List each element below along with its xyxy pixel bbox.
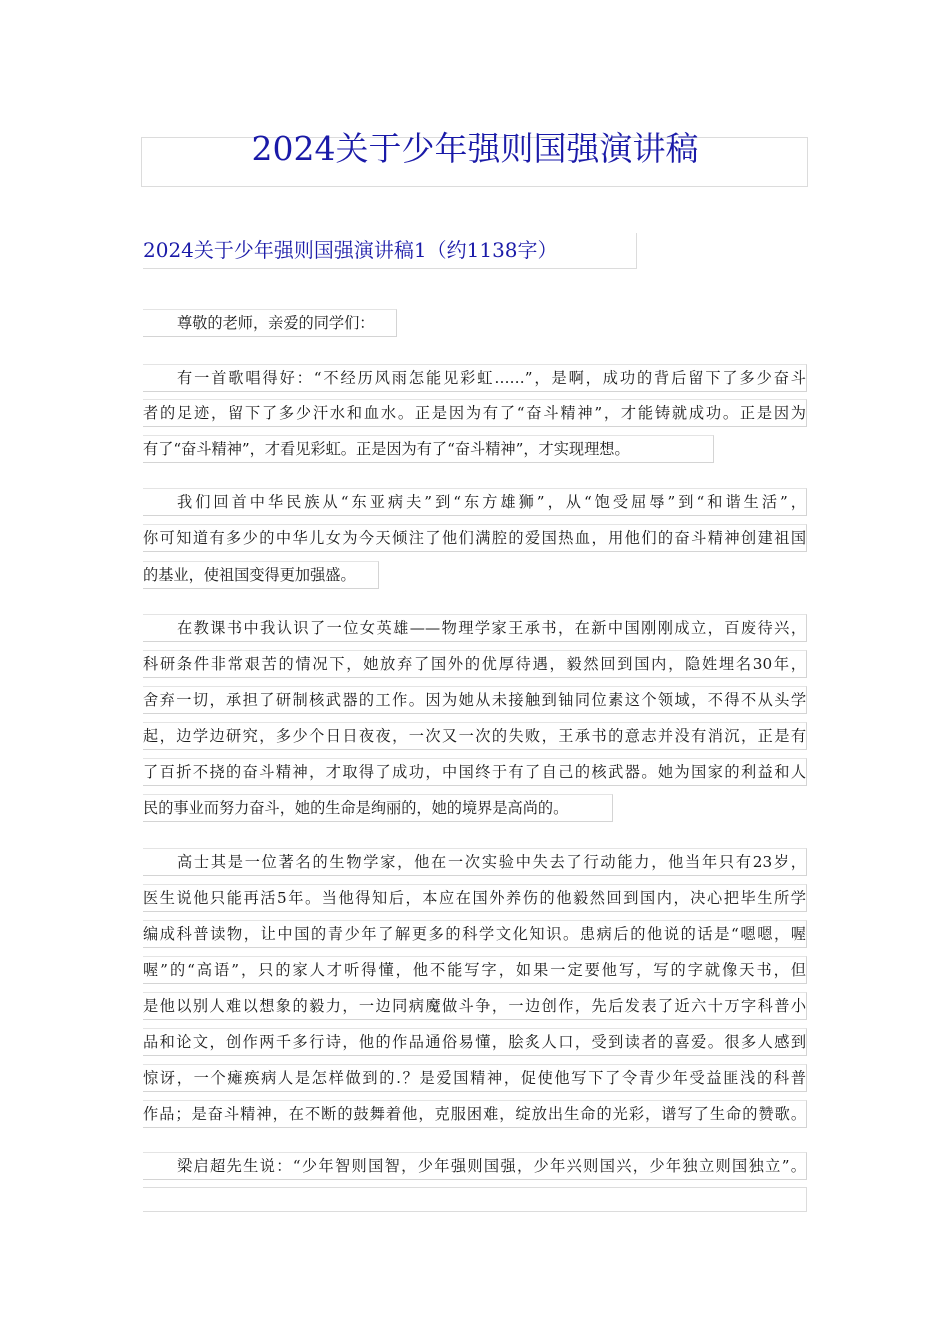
text-line: 医生说他只能再活5年。当他得知后，本应在国外养伤的他毅然回到国内，决心把毕生所学: [143, 884, 807, 912]
document-title: 2024关于少年强则国强演讲稿: [251, 129, 699, 168]
text-line: 的基业，使祖国变得更加强盛。: [143, 561, 379, 589]
text-line: 者的足迹，留下了多少汗水和血水。正是因为有了“奋斗精神”，才能铸就成功。正是因为: [143, 399, 807, 427]
text-line: 了百折不挠的奋斗精神，才取得了成功，中国终于有了自己的核武器。她为国家的利益和人: [143, 758, 807, 786]
text-line: 品和论文，创作两千多行诗，他的作品通俗易懂，脍炙人口，受到读者的喜爱。很多人感到: [143, 1028, 807, 1056]
text-line: 作品；是奋斗精神，在不断的鼓舞着他，克服困难，绽放出生命的光彩，谱写了生命的赞歌。: [143, 1100, 807, 1128]
text-line: 民的事业而努力奋斗，她的生命是绚丽的，她的境界是高尚的。: [143, 794, 613, 822]
text-line: 尊敬的老师，亲爱的同学们：: [143, 309, 397, 337]
text-line: 编成科普读物，让中国的青少年了解更多的科学文化知识。患病后的他说的话是“嗯嗯，喔: [143, 920, 807, 948]
text-line: 在教课书中我认识了一位女英雄——物理学家王承书，在新中国刚刚成立，百废待兴，: [143, 614, 807, 642]
text-line: 科研条件非常艰苦的情况下，她放弃了国外的优厚待遇，毅然回到国内，隐姓埋名30年，: [143, 650, 807, 678]
text-line: 喔”的“高语”，只的家人才听得懂，他不能写字，如果一定要他写，写的字就像天书，但: [143, 956, 807, 984]
text-line: 我们回首中华民族从“东亚病夫”到“东方雄狮”，从“饱受屈辱”到“和谐生活”，: [143, 488, 807, 516]
text-line: 有了“奋斗精神”，才看见彩虹。正是因为有了“奋斗精神”，才实现理想。: [143, 435, 714, 463]
text-line: 高士其是一位著名的生物学家，他在一次实验中失去了行动能力，他当年只有23岁，: [143, 848, 807, 876]
empty-line-frame: [143, 1187, 807, 1212]
text-line: 有一首歌唱得好：“不经历风雨怎能见彩虹……”，是啊，成功的背后留下了多少奋斗: [143, 364, 807, 392]
text-line: 舍弃一切，承担了研制核武器的工作。因为她从未接触到铀同位素这个领域，不得不从头学: [143, 686, 807, 714]
text-line: 起，边学边研究，多少个日日夜夜，一次又一次的失败，王承书的意志并没有消沉，正是有: [143, 722, 807, 750]
section-heading: 2024关于少年强则国强演讲稿1（约1138字）: [143, 233, 637, 269]
text-line: 梁启超先生说：“少年智则国智，少年强则国强，少年兴则国兴，少年独立则国独立”。: [143, 1152, 807, 1180]
text-line: 惊讶，一个瘫痪病人是怎样做到的.？是爱国精神，促使他写下了令青少年受益匪浅的科普: [143, 1064, 807, 1092]
text-line: 你可知道有多少的中华儿女为今天倾注了他们满腔的爱国热血，用他们的奋斗精神创建祖国: [143, 524, 807, 552]
text-line: 是他以别人难以想象的毅力，一边同病魔做斗争，一边创作，先后发表了近六十万字科普小: [143, 992, 807, 1020]
